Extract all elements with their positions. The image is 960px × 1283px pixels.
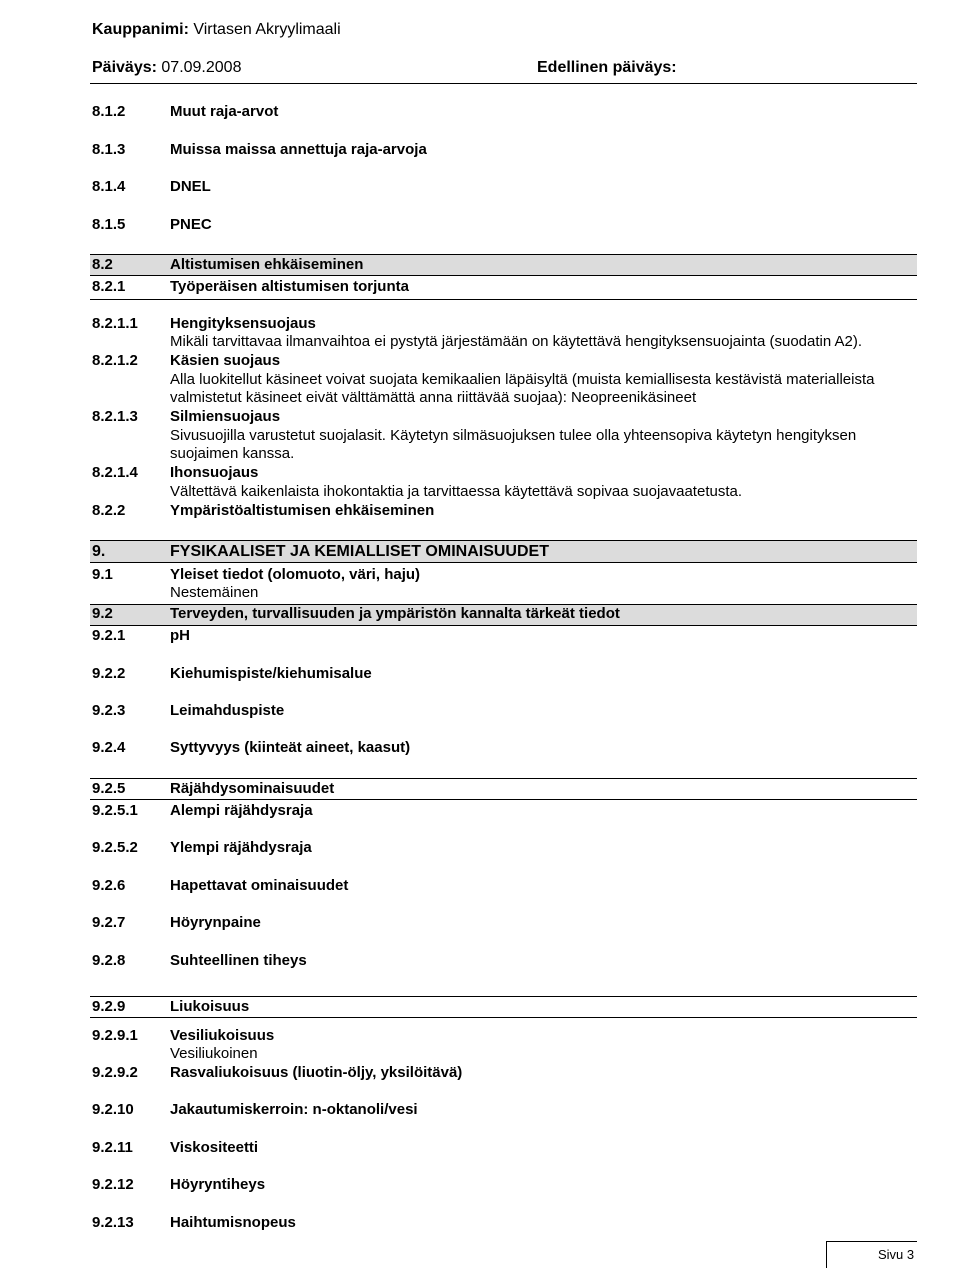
section-number: 8.1.3 — [92, 141, 126, 158]
section-title: PNEC — [170, 216, 212, 233]
section-title: Yleiset tiedot (olomuoto, väri, haju) — [170, 566, 421, 583]
section-9-2-9-1 — [92, 1027, 917, 1045]
section-number: 9.2.8 — [92, 952, 126, 969]
section-title: Jakautumiskerroin: n-oktanoli/vesi — [170, 1101, 418, 1118]
section-9-2-10 — [92, 1101, 917, 1119]
section-number: 9.2.12 — [92, 1176, 134, 1193]
section-title: Kiehumispiste/kiehumisalue — [170, 665, 372, 682]
section-number: 9.2.7 — [92, 914, 126, 931]
section-8-2-1-1 — [92, 315, 917, 333]
section-title: Ihonsuojaus — [170, 464, 259, 481]
section-number: 8.2.1.3 — [92, 408, 138, 425]
hand-protection-text: Alla luokitellut käsineet voivat suojata kemikaalien läpäisyltä (muista kemiallisesta kestävistä materialleista valmistetut käsineet eivät välttämättä anna riittävää suojaa): Neopreenikäsineet — [170, 371, 875, 406]
date-label: Päiväys: — [92, 59, 157, 76]
section-number: 8.2 — [92, 256, 113, 273]
section-title: Leimahduspiste — [170, 702, 285, 719]
section-title: Hapettavat ominaisuudet — [170, 877, 349, 894]
section-9-2-1 — [92, 627, 917, 645]
section-number: 9.2 — [92, 605, 113, 622]
section-number: 9.2.11 — [92, 1139, 133, 1156]
section-title: pH — [170, 627, 190, 644]
section-9-2-5 — [92, 780, 917, 798]
section-8-2-2 — [92, 502, 917, 520]
section-8-2-1-2 — [92, 352, 917, 370]
section-8-2-1 — [92, 278, 917, 296]
section-title: Räjähdysominaisuudet — [170, 780, 335, 797]
section-9-2 — [92, 605, 917, 623]
section-9-2-3 — [92, 702, 917, 720]
section-title: Höyrynpaine — [170, 914, 261, 931]
appearance-value-row — [92, 584, 917, 602]
section-9-2-2 — [92, 665, 917, 683]
previous-date-line — [537, 59, 677, 77]
section-title: Rasvaliukoisuus (liuotin-öljy, yksilöitävä) — [170, 1064, 463, 1081]
section-9-2-7 — [92, 914, 917, 932]
section-8-2-1-3 — [92, 408, 917, 426]
respiratory-protection-text: Mikäli tarvittavaa ilmanvaihtoa ei pystytä järjestämään on käytettävä hengityksensuojainta (suodatin A2). — [170, 333, 863, 350]
section-number: 9.2.13 — [92, 1214, 134, 1231]
section-9 — [92, 543, 917, 561]
section-8-2 — [92, 256, 917, 274]
section-number: 8.1.4 — [92, 178, 126, 195]
section-number: 9.2.9.1 — [92, 1027, 138, 1044]
section-number: 9.2.5 — [92, 780, 126, 797]
trade-name-label: Kauppanimi: — [92, 21, 189, 38]
eye-protection-text: Sivusuojilla varustetut suojalasit. Käytetyn silmäsuojuksen tulee olla yhteensopiva käytetyn hengityksen suojaimen kanssa. — [170, 427, 857, 462]
section-8-2-1-4 — [92, 464, 917, 482]
section-number: 9.1 — [92, 566, 113, 583]
section-number: 9.2.10 — [92, 1101, 134, 1118]
trade-name-value: Virtasen Akryylimaali — [193, 21, 341, 38]
section-9-2-13 — [92, 1214, 917, 1232]
date-value: 07.09.2008 — [161, 59, 242, 76]
section-title: Syttyvyys (kiinteät aineet, kaasut) — [170, 739, 411, 756]
section-number: 9.2.9.2 — [92, 1064, 138, 1081]
section-title: Liukoisuus — [170, 998, 250, 1015]
section-8-2-1-underline — [90, 299, 917, 300]
section-9-2-9-2 — [92, 1064, 917, 1082]
section-title: Käsien suojaus — [170, 352, 281, 369]
section-number: 9.2.5.2 — [92, 839, 138, 856]
section-title: Ympäristöaltistumisen ehkäiseminen — [170, 502, 435, 519]
section-9-2-5-1 — [92, 802, 917, 820]
section-title: Vesiliukoisuus — [170, 1027, 275, 1044]
page-number: Sivu 3 — [878, 1247, 915, 1262]
section-8-1-4 — [92, 178, 917, 196]
section-9-2-6 — [92, 877, 917, 895]
section-number: 9.2.6 — [92, 877, 126, 894]
section-number: 8.1.2 — [92, 103, 126, 120]
skin-protection-text: Vältettävä kaikenlaista ihokontaktia ja tarvittaessa käytettävä sopivaa suojavaatetusta. — [170, 483, 742, 500]
section-number: 8.2.1.1 — [92, 315, 138, 332]
section-title: Alempi räjähdysraja — [170, 802, 313, 819]
section-9-2-11 — [92, 1139, 917, 1157]
section-title: Suhteellinen tiheys — [170, 952, 307, 969]
water-solubility-value-row — [92, 1045, 917, 1063]
section-9-2-5-2 — [92, 839, 917, 857]
section-9-2-8 — [92, 952, 917, 970]
section-number: 8.2.2 — [92, 502, 126, 519]
section-title: FYSIKAALISET JA KEMIALLISET OMINAISUUDET — [170, 543, 549, 560]
previous-date-label: Edellinen päiväys: — [537, 59, 677, 76]
section-title: Haihtumisnopeus — [170, 1214, 296, 1231]
section-number: 9.2.3 — [92, 702, 126, 719]
section-8-1-2 — [92, 103, 917, 121]
section-title: Hengityksensuojaus — [170, 315, 316, 332]
section-9-2-12 — [92, 1176, 917, 1194]
section-title: Höyryntiheys — [170, 1176, 266, 1193]
appearance-value: Nestemäinen — [170, 584, 259, 601]
section-9-2-9 — [92, 998, 917, 1016]
section-title: Terveyden, turvallisuuden ja ympäristön kannalta tärkeät tiedot — [170, 605, 620, 622]
section-title: Viskositeetti — [170, 1139, 259, 1156]
section-number: 9.2.1 — [92, 627, 126, 644]
section-8-1-5 — [92, 216, 917, 234]
date-line — [92, 59, 241, 77]
section-number: 8.2.1.2 — [92, 352, 138, 369]
section-9-2-4 — [92, 739, 917, 757]
section-8-1-3 — [92, 141, 917, 159]
section-number: 9.2.5.1 — [92, 802, 138, 819]
section-title: Muut raja-arvot — [170, 103, 279, 120]
trade-name-line — [92, 21, 341, 39]
section-number: 9.2.9 — [92, 998, 126, 1015]
water-solubility-value: Vesiliukoinen — [170, 1045, 258, 1062]
section-title: Altistumisen ehkäiseminen — [170, 256, 364, 273]
section-title: Muissa maissa annettuja raja-arvoja — [170, 141, 427, 158]
section-title: Ylempi räjähdysraja — [170, 839, 312, 856]
section-title: DNEL — [170, 178, 211, 195]
section-number: 8.1.5 — [92, 216, 126, 233]
section-number: 9. — [92, 543, 106, 560]
section-title: Silmiensuojaus — [170, 408, 281, 425]
section-number: 8.2.1 — [92, 278, 126, 295]
section-title: Työperäisen altistumisen torjunta — [170, 278, 409, 295]
section-number: 9.2.2 — [92, 665, 126, 682]
section-9-1 — [92, 566, 917, 584]
section-number: 9.2.4 — [92, 739, 126, 756]
header-divider — [90, 83, 917, 84]
section-number: 8.2.1.4 — [92, 464, 138, 481]
